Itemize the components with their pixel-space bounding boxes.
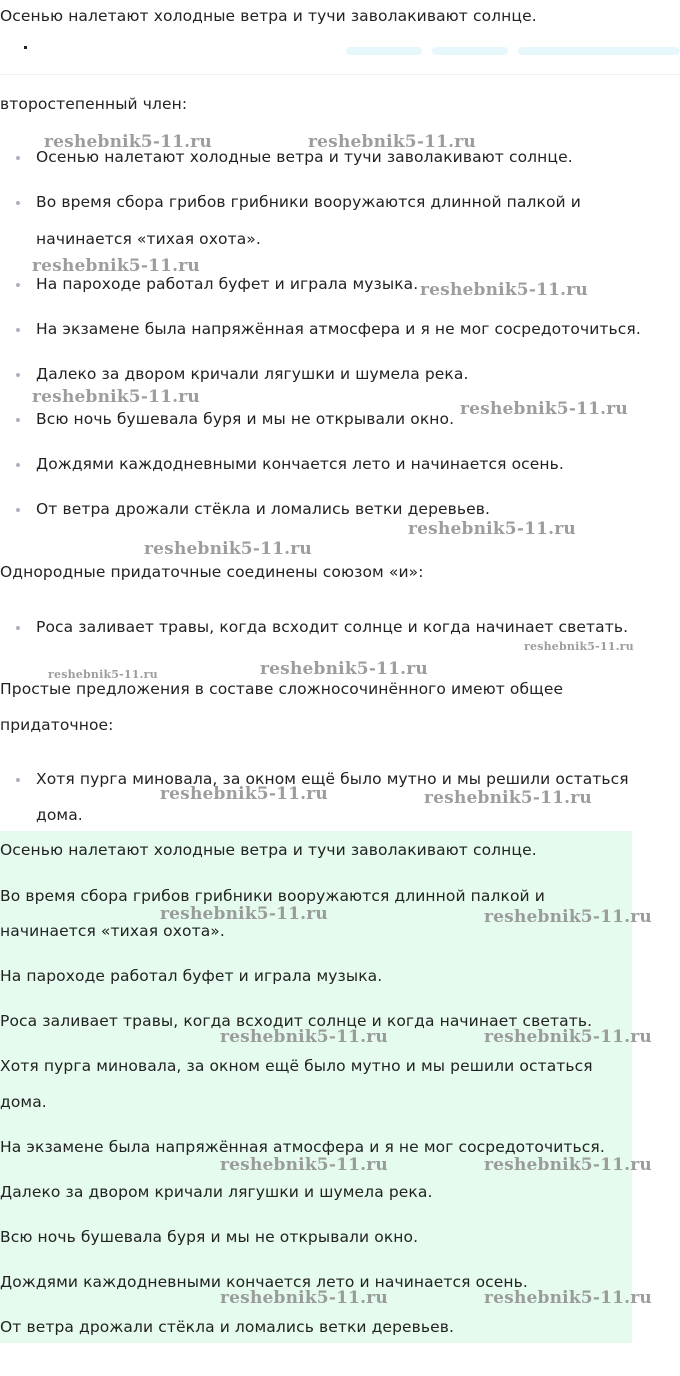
bullet-icon xyxy=(16,201,20,205)
intro-line: второстепенный член: xyxy=(0,95,188,113)
answer-line: Во время сбора грибов грибники вооружаются длинной палкой и xyxy=(0,887,545,905)
watermark: reshebnik5-11.ru xyxy=(32,387,200,407)
answer-line: Всю ночь бушевала буря и мы не открывали окно. xyxy=(0,1228,419,1246)
list-item: От ветра дрожали стёкла и ломались ветки деревьев. xyxy=(36,500,491,518)
bullet-icon xyxy=(16,328,20,332)
watermark: reshebnik5-11.ru xyxy=(460,399,628,419)
answer-line: На экзамене была напряжённая атмосфера и я не мог сосредоточиться. xyxy=(0,1138,605,1156)
answer-line: дома. xyxy=(0,1093,47,1111)
answer-line: На пароходе работал буфет и играла музыка. xyxy=(0,967,383,985)
list-item-continuation: дома. xyxy=(36,806,83,824)
toolbar-pill xyxy=(432,47,508,55)
section-heading-continuation: придаточное: xyxy=(0,716,114,734)
list-item: Всю ночь бушевала буря и мы не открывали окно. xyxy=(36,410,455,428)
bullet-icon xyxy=(16,156,20,160)
header-title: Осенью налетают холодные ветра и тучи заволакивают солнце. xyxy=(0,7,537,25)
list-item-continuation: начинается «тихая охота». xyxy=(36,230,261,248)
answer-line: От ветра дрожали стёкла и ломались ветки деревьев. xyxy=(0,1318,455,1336)
bullet-icon xyxy=(16,508,20,512)
watermark: reshebnik5-11.ru xyxy=(484,1288,652,1308)
watermark: reshebnik5-11.ru xyxy=(32,256,200,276)
watermark: reshebnik5-11.ru xyxy=(160,904,328,924)
watermark: reshebnik5-11.ru xyxy=(484,1027,652,1047)
list-item: Дождями каждодневными кончается лето и начинается осень. xyxy=(36,455,564,473)
answer-line: Осенью налетают холодные ветра и тучи заволакивают солнце. xyxy=(0,841,537,859)
section-heading: Однородные придаточные соединены союзом «и»: xyxy=(0,563,424,581)
watermark: reshebnik5-11.ru xyxy=(424,788,592,808)
watermark: reshebnik5-11.ru xyxy=(408,519,576,539)
section-heading: Простые предложения в составе сложносочинённого имеют общее xyxy=(0,680,564,698)
bullet-icon xyxy=(16,283,20,287)
watermark: reshebnik5-11.ru xyxy=(144,539,312,559)
watermark: reshebnik5-11.ru xyxy=(48,668,158,681)
watermark: reshebnik5-11.ru xyxy=(220,1155,388,1175)
watermark: reshebnik5-11.ru xyxy=(160,784,328,804)
bullet-icon xyxy=(16,778,20,782)
toolbar-pill xyxy=(346,47,422,55)
list-item: На пароходе работал буфет и играла музыка. xyxy=(36,275,419,293)
watermark: reshebnik5-11.ru xyxy=(260,659,428,679)
watermark: reshebnik5-11.ru xyxy=(484,907,652,927)
answer-line: Дождями каждодневными кончается лето и начинается осень. xyxy=(0,1273,528,1291)
top-bar xyxy=(0,0,680,75)
watermark: reshebnik5-11.ru xyxy=(308,132,476,152)
bullet-icon xyxy=(16,418,20,422)
answer-line: начинается «тихая охота». xyxy=(0,922,225,940)
watermark: reshebnik5-11.ru xyxy=(420,280,588,300)
bullet-icon xyxy=(16,626,20,630)
toolbar-pill xyxy=(518,47,680,55)
list-item: Хотя пурга миновала, за окном ещё было мутно и мы решили остаться xyxy=(36,770,629,788)
bullet-icon xyxy=(16,463,20,467)
answer-line: Хотя пурга миновала, за окном ещё было мутно и мы решили остаться xyxy=(0,1057,593,1075)
watermark: reshebnik5-11.ru xyxy=(220,1288,388,1308)
list-item: Во время сбора грибов грибники вооружаются длинной палкой и xyxy=(36,193,581,211)
answer-line: Роса заливает травы, когда всходит солнце и когда начинает светать. xyxy=(0,1012,593,1030)
watermark: reshebnik5-11.ru xyxy=(484,1155,652,1175)
watermark: reshebnik5-11.ru xyxy=(220,1027,388,1047)
answer-line: Далеко за двором кричали лягушки и шумела река. xyxy=(0,1183,433,1201)
watermark: reshebnik5-11.ru xyxy=(44,132,212,152)
watermark: reshebnik5-11.ru xyxy=(524,640,634,653)
bullet-icon xyxy=(16,373,20,377)
list-item: Далеко за двором кричали лягушки и шумела река. xyxy=(36,365,469,383)
list-item: Роса заливает травы, когда всходит солнце и когда начинает светать. xyxy=(36,618,629,636)
list-item: На экзамене была напряжённая атмосфера и я не мог сосредоточиться. xyxy=(36,320,641,338)
toolbar-dot xyxy=(24,46,27,49)
list-item: Осенью налетают холодные ветра и тучи заволакивают солнце. xyxy=(36,148,573,166)
